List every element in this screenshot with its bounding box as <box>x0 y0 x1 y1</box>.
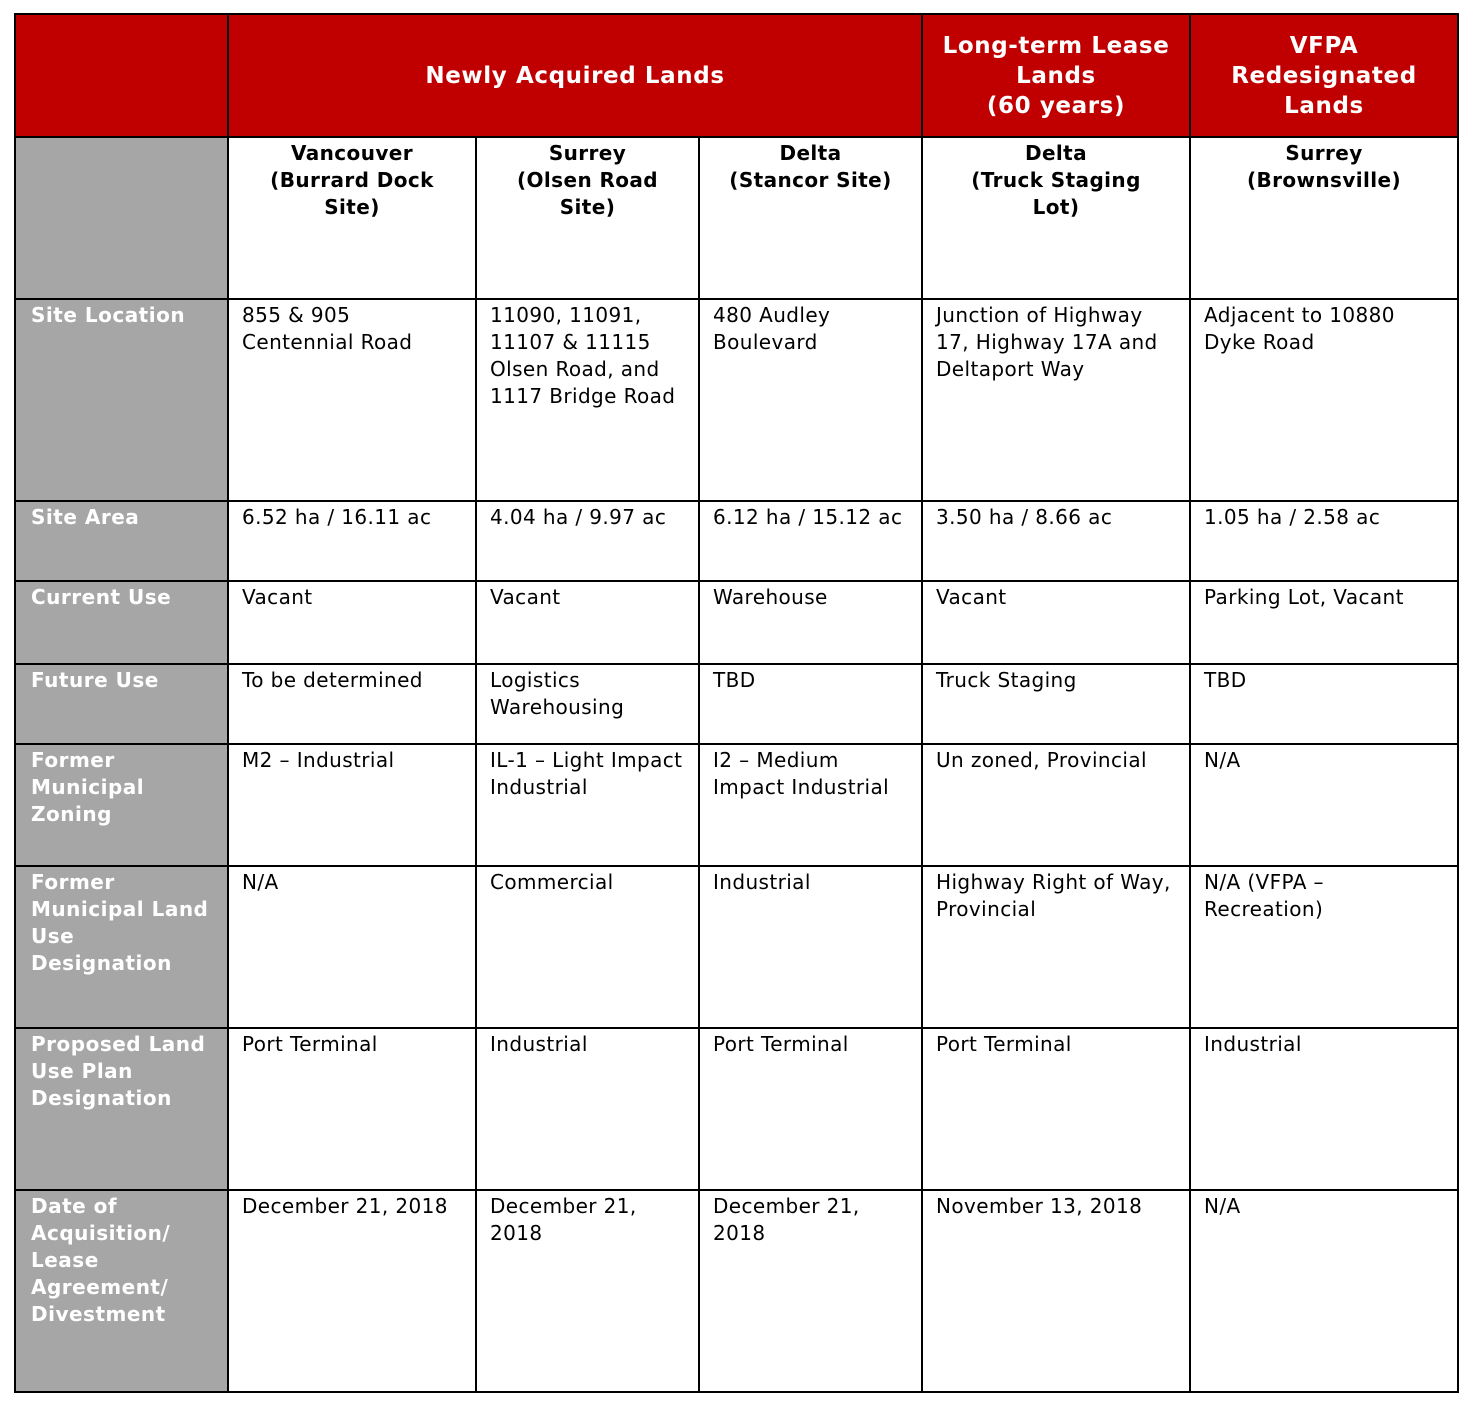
row-label-future-use: Future Use <box>15 664 228 744</box>
table-cell: Warehouse <box>699 581 922 664</box>
site-header-surrey-olsen-road: Surrey (Olsen Road Site) <box>476 137 699 299</box>
table-cell: 4.04 ha / 9.97 ac <box>476 501 699 581</box>
row-label-current-use: Current Use <box>15 581 228 664</box>
table-cell: Industrial <box>476 1028 699 1190</box>
table-row <box>15 1190 1458 1392</box>
table-cell: November 13, 2018 <box>922 1190 1190 1392</box>
table-cell: Highway Right of Way, Provincial <box>922 866 1190 1028</box>
lands-table <box>14 13 1459 1393</box>
table-cell: Truck Staging <box>922 664 1190 744</box>
table-row <box>15 299 1458 501</box>
group-header-long-term-lease: Long-term Lease Lands (60 years) <box>922 14 1190 137</box>
table-cell: Industrial <box>1190 1028 1458 1190</box>
table-cell: N/A (VFPA – Recreation) <box>1190 866 1458 1028</box>
row-label-date-of-acquisition: Date of Acquisition/ Lease Agreement/ Divestment <box>15 1190 228 1392</box>
table-cell: 855 & 905 Centennial Road <box>228 299 476 501</box>
table-cell: 3.50 ha / 8.66 ac <box>922 501 1190 581</box>
table-cell: 11090, 11091, 11107 & 11115 Olsen Road, and 1117 Bridge Road <box>476 299 699 501</box>
table-cell: Logistics Warehousing <box>476 664 699 744</box>
table-row <box>15 1028 1458 1190</box>
table-cell: Port Terminal <box>922 1028 1190 1190</box>
table-cell: 1.05 ha / 2.58 ac <box>1190 501 1458 581</box>
table-cell: M2 – Industrial <box>228 744 476 866</box>
table-cell: Vacant <box>476 581 699 664</box>
site-header-surrey-brownsville: Surrey (Brownsville) <box>1190 137 1458 299</box>
row-label-proposed-land-use-plan: Proposed Land Use Plan Designation <box>15 1028 228 1190</box>
table-cell: Port Terminal <box>699 1028 922 1190</box>
table-row <box>15 744 1458 866</box>
table-row <box>15 501 1458 581</box>
table-cell: Commercial <box>476 866 699 1028</box>
table-row <box>15 664 1458 744</box>
table-cell: N/A <box>1190 744 1458 866</box>
site-header-corner-cell <box>15 137 228 299</box>
table-cell: Industrial <box>699 866 922 1028</box>
table-cell: Vacant <box>922 581 1190 664</box>
group-header-newly-acquired: Newly Acquired Lands <box>228 14 922 137</box>
table-cell: Un zoned, Provincial <box>922 744 1190 866</box>
group-header-row <box>15 14 1458 137</box>
table-cell: N/A <box>228 866 476 1028</box>
table-cell: I2 – Medium Impact Industrial <box>699 744 922 866</box>
row-label-site-area: Site Area <box>15 501 228 581</box>
header-corner-cell <box>15 14 228 137</box>
table-cell: TBD <box>699 664 922 744</box>
table-cell: December 21, 2018 <box>699 1190 922 1392</box>
table-cell: Junction of Highway 17, Highway 17A and Deltaport Way <box>922 299 1190 501</box>
table-cell: 480 Audley Boulevard <box>699 299 922 501</box>
site-header-delta-truck-staging: Delta (Truck Staging Lot) <box>922 137 1190 299</box>
table-cell: IL-1 – Light Impact Industrial <box>476 744 699 866</box>
table-cell: Adjacent to 10880 Dyke Road <box>1190 299 1458 501</box>
table-cell: Parking Lot, Vacant <box>1190 581 1458 664</box>
row-label-former-land-use-designation: Former Municipal Land Use Designation <box>15 866 228 1028</box>
table-cell: Port Terminal <box>228 1028 476 1190</box>
table-cell: 6.52 ha / 16.11 ac <box>228 501 476 581</box>
table-cell: To be determined <box>228 664 476 744</box>
group-header-vfpa-redesignated: VFPA Redesignated Lands <box>1190 14 1458 137</box>
table-cell: N/A <box>1190 1190 1458 1392</box>
row-label-site-location: Site Location <box>15 299 228 501</box>
table-cell: 6.12 ha / 15.12 ac <box>699 501 922 581</box>
table-row <box>15 866 1458 1028</box>
site-header-delta-stancor: Delta (Stancor Site) <box>699 137 922 299</box>
table-row <box>15 581 1458 664</box>
table-cell: TBD <box>1190 664 1458 744</box>
table-cell: Vacant <box>228 581 476 664</box>
table-cell: December 21, 2018 <box>476 1190 699 1392</box>
site-header-vancouver-burrard-dock: Vancouver (Burrard Dock Site) <box>228 137 476 299</box>
row-label-former-municipal-zoning: Former Municipal Zoning <box>15 744 228 866</box>
table-cell: December 21, 2018 <box>228 1190 476 1392</box>
site-header-row <box>15 137 1458 299</box>
